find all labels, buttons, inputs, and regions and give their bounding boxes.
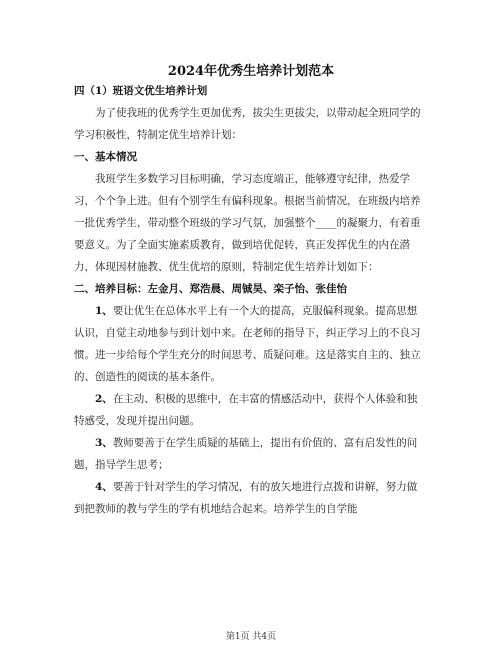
list-item (74, 432, 426, 476)
list-item-number: 2、 (95, 393, 113, 405)
document-body (74, 80, 426, 520)
page-footer: 第1页 共4页 (225, 632, 277, 642)
list-item-number: 1、 (95, 305, 113, 317)
section-heading-basic-situation: 一、基本情况 (74, 151, 137, 163)
section-heading-training-targets: 二、培养目标：左金月、郑浩晨、周铖昊、栾子怡、张佳怡 (74, 283, 347, 295)
list-item-number: 3、 (95, 437, 113, 449)
document-subtitle: 四（1）班语文优生培养计划 (74, 85, 208, 97)
list-item-text: 要让优生在总体水平上有一个大的提高，克服偏科现象。提高思想认识，自觉主动地参与到计划中来。在老师的指导下，纠正学习上的不良习惯。进一步给每个学生充分的时间思考、质疑问难。这是落实自主的、独立的、创造性的阅读的基本条件。 (74, 305, 421, 383)
list-item-text: 教师要善于在学生质疑的基础上，提出有价值的、富有启发性的问题，指导学生思考； (74, 437, 418, 471)
list-item-text: 在主动、积极的思维中，在丰富的情感活动中，获得个人体验和独特感受，发现并提出问题。 (74, 393, 418, 427)
list-item (74, 476, 426, 520)
list-item-number: 4、 (95, 481, 113, 493)
intro-paragraph: 为了使我班的优秀学生更加优秀，拔尖生更拔尖，以带动起全班同学的学习积极性，特制定优生培养计划： (74, 107, 421, 141)
basic-situation-paragraph: 我班学生多数学习目标明确，学习态度端正，能够遵守纪律，热爱学习，个个争上进。但有个别学生有偏科现象。根据当前情况，在班级内培养一批优秀学生，带动整个班级的学习气氛，加强整个____的凝聚力，有着重要意义。为了全面实施素质教育，做到培优促转，真正发挥优生的内在潜力，体现因材施教、优生优培的原则，特制定优生培养计划如下： (74, 173, 421, 273)
list-item-text: 要善于针对学生的学习情况，有的放矢地进行点拨和讲解，努力做到把教师的教与学生的学有机地结合起来。培养学生的自学能 (74, 481, 418, 515)
list-item (74, 300, 426, 388)
list-item (74, 388, 426, 432)
page-title: 2024年优秀生培养计划范本 (167, 64, 335, 79)
